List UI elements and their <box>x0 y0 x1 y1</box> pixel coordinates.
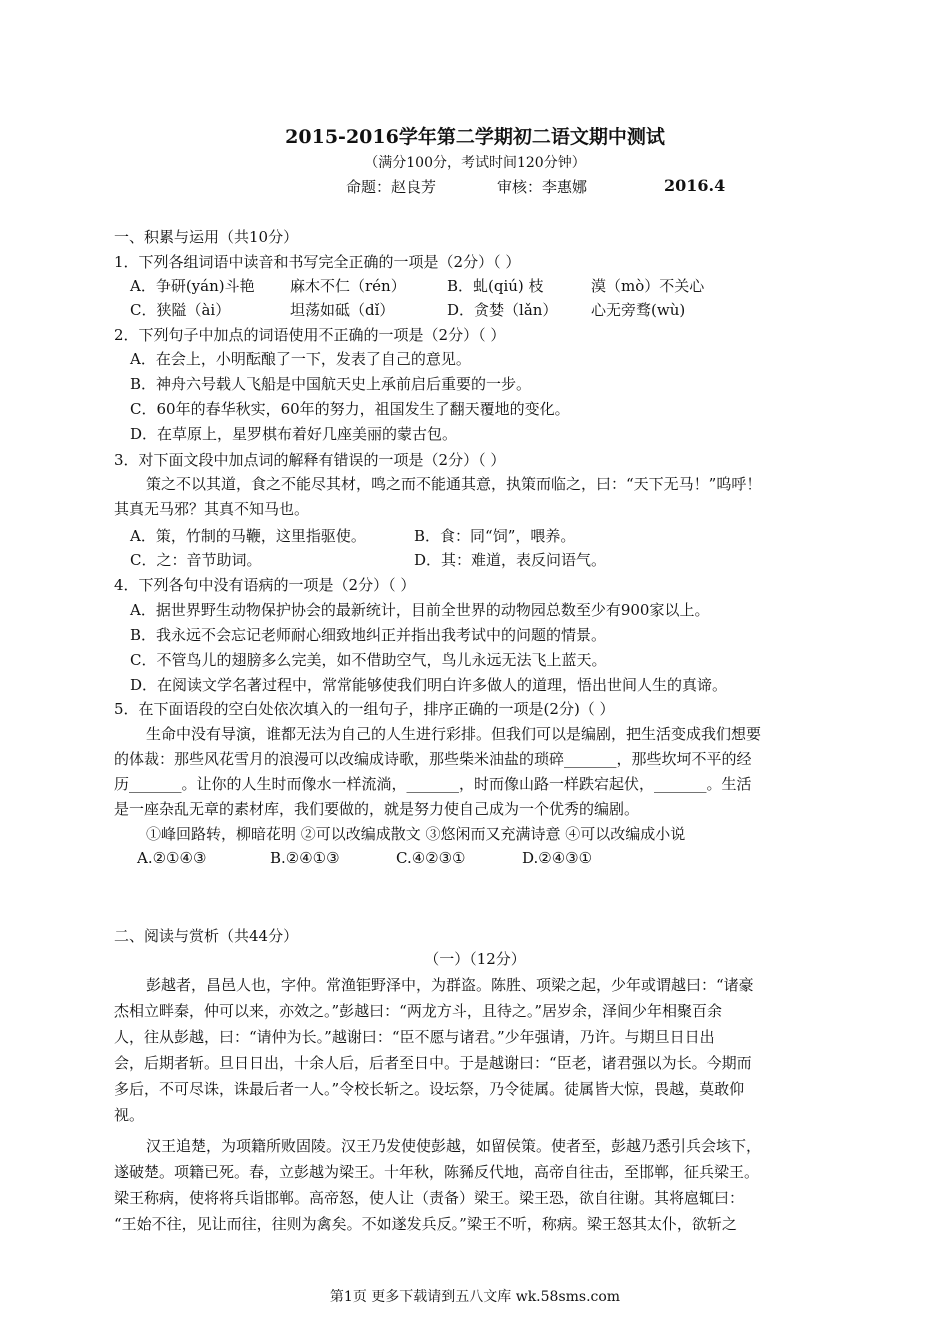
q5-passage-line1: 生命中没有导演，谁都无法为自己的人生进行彩排。但我们可以是编剧，把生活变成我们想要 <box>146 725 762 743</box>
q2-option-a: A．在会上，小明酝酿了一下，发表了自己的意见。 <box>130 350 471 368</box>
q4-option-d: D．在阅读文学名著过程中，常常能够使我们明白许多做人的道理，悟出世间人生的真谛。 <box>130 676 728 694</box>
passage-line: 梁王称病，使将将兵诣邯郸。高帝怒，使人让（责备）梁王。梁王恐，欲自往谢。其将扈辄曰： <box>114 1189 745 1207</box>
passage-line: 杰相立畔秦，仲可以来，亦效之。”彭越曰：“两龙方斗，且待之。”居岁余，泽间少年相聚百余 <box>114 1002 723 1020</box>
passage-line: 会，后期者斩。旦日日出，十余人后，后者至日中。于是越谢曰：“臣老，诸君强以为长。今期而 <box>114 1054 752 1072</box>
q5-option-d: D.②④③① <box>522 849 593 867</box>
q3-passage-line1: 策之不以其道，食之不能尽其材，鸣之而不能通其意，执策而临之，曰：“天下无马！”呜呼！ <box>146 475 762 493</box>
q5-passage-line2: 的体裁：那些风花雪月的浪漫可以改编成诗歌，那些柴米油盐的琐碎_______，那些坎坷不平的经 <box>114 750 752 768</box>
q3-option-c: C．之：音节助词。 <box>130 551 262 569</box>
page-footer: 第1页 更多下载请到五八文库 wk.58sms.com <box>329 1289 621 1305</box>
q5-passage-line3: 历_______。让你的人生时而像水一样流淌，_______，时而像山路一样跌宕起伏，_______。生活 <box>114 775 752 793</box>
q1-option-a2: 麻木不仁（rén） <box>290 277 406 295</box>
author-line: 命题：赵良芳 <box>346 178 437 196</box>
q1-option-b2: 漠（mò）不关心 <box>591 277 705 295</box>
q2-option-b: B．神舟六号载人飞船是中国航天史上承前启后重要的一步。 <box>130 375 532 393</box>
q4-option-a: A．据世界野生动物保护协会的最新统计，目前全世界的动物园总数至少有900家以上。 <box>130 601 710 619</box>
section1-heading: 一、积累与运用（共10分） <box>114 228 299 246</box>
q5-stem: 5．在下面语段的空白处依次填入的一组句子，排序正确的一项是(2分)（ ） <box>114 700 615 718</box>
q5-option-b: B.②④①③ <box>270 849 340 867</box>
passage-line: 视。 <box>114 1106 145 1124</box>
q4-stem: 4．下列各句中没有语病的一项是（2分）（ ） <box>114 576 416 594</box>
section2-heading: 二、阅读与赏析（共44分） <box>114 927 299 945</box>
passage-line: 彭越者，昌邑人也，字仲。常渔钜野泽中，为群盗。陈胜、项梁之起，少年或谓越曰：“诸豪 <box>146 976 754 994</box>
q1-option-c2: 坦荡如砥（dǐ） <box>290 301 395 319</box>
passage-line: 汉王追楚，为项籍所败固陵。汉王乃发使使彭越，如留侯策。使者至，彭越乃悉引兵会垓下， <box>146 1137 762 1155</box>
q1-option-d: D．贪婪（lǎn） <box>447 301 558 319</box>
q4-option-b: B．我永远不会忘记老师耐心细致地纠正并指出我考试中的问题的情景。 <box>130 626 607 644</box>
reading-part-heading: （一）（12分） <box>424 950 526 968</box>
q3-option-b: B．食：同“饲”，喂养。 <box>414 527 576 545</box>
passage-line: 多后，不可尽诛，诛最后者一人。”令校长斩之。设坛祭，乃令徒属。徒属皆大惊，畏越，莫敢仰 <box>114 1080 745 1098</box>
q1-option-a: A．争研(yán)斗艳 <box>130 277 255 295</box>
q5-passage-line4: 是一座杂乱无章的素材库，我们要做的，就是努力使自己成为一个优秀的编剧。 <box>114 800 640 818</box>
passage-line: 人，往从彭越，曰：“请仲为长。”越谢曰：“臣不愿与诸君。”少年强请，乃许。与期旦日日出 <box>114 1028 715 1046</box>
passage-line: 遂破楚。项籍已死。春，立彭越为梁王。十年秋，陈豨反代地，高帝自往击，至邯郸，征兵梁王。 <box>114 1163 760 1181</box>
q2-option-c: C．60年的春华秋实，60年的努力，祖国发生了翻天覆地的变化。 <box>130 400 570 418</box>
q1-option-c: C．狭隘（ài） <box>130 301 231 319</box>
exam-subtitle: （满分100分，考试时间120分钟） <box>364 155 586 171</box>
q3-stem: 3．对下面文段中加点词的解释有错误的一项是（2分）（ ） <box>114 451 506 469</box>
q5-items: ①峰回路转，柳暗花明 ②可以改编成散文 ③悠闲而又充满诗意 ④可以改编成小说 <box>146 825 686 843</box>
passage-line: “王始不往，见让而往，往则为禽矣。不如遂发兵反。”梁王不听，称病。梁王怒其太仆，欲斩之 <box>114 1215 737 1233</box>
q1-option-b: B．虬(qiú) 枝 <box>447 277 544 295</box>
q3-option-d: D．其：难道，表反问语气。 <box>414 551 607 569</box>
q4-option-c: C．不管鸟儿的翅膀多么完美，如不借助空气，鸟儿永远无法飞上蓝天。 <box>130 651 607 669</box>
q2-option-d: D．在草原上，星罗棋布着好几座美丽的蒙古包。 <box>130 425 458 443</box>
q3-option-a: A．策，竹制的马鞭，这里指驱使。 <box>130 527 366 545</box>
reviewer-line: 审核：李惠娜 <box>497 178 588 196</box>
q1-option-d2: 心无旁骛(wù) <box>591 301 686 319</box>
q3-passage-line2: 其真无马邪？其真不知马也。 <box>114 500 310 518</box>
page-title: 2015-2016学年第二学期初二语文期中测试 <box>285 126 665 148</box>
q2-stem: 2．下列句子中加点的词语使用不正确的一项是（2分）（ ） <box>114 326 506 344</box>
q5-option-a: A.②①④③ <box>137 849 207 867</box>
q1-stem: 1．下列各组词语中读音和书写完全正确的一项是（2分）（ ） <box>114 253 521 271</box>
q5-option-c: C.④②③① <box>396 849 466 867</box>
exam-date: 2016.4 <box>664 176 726 195</box>
